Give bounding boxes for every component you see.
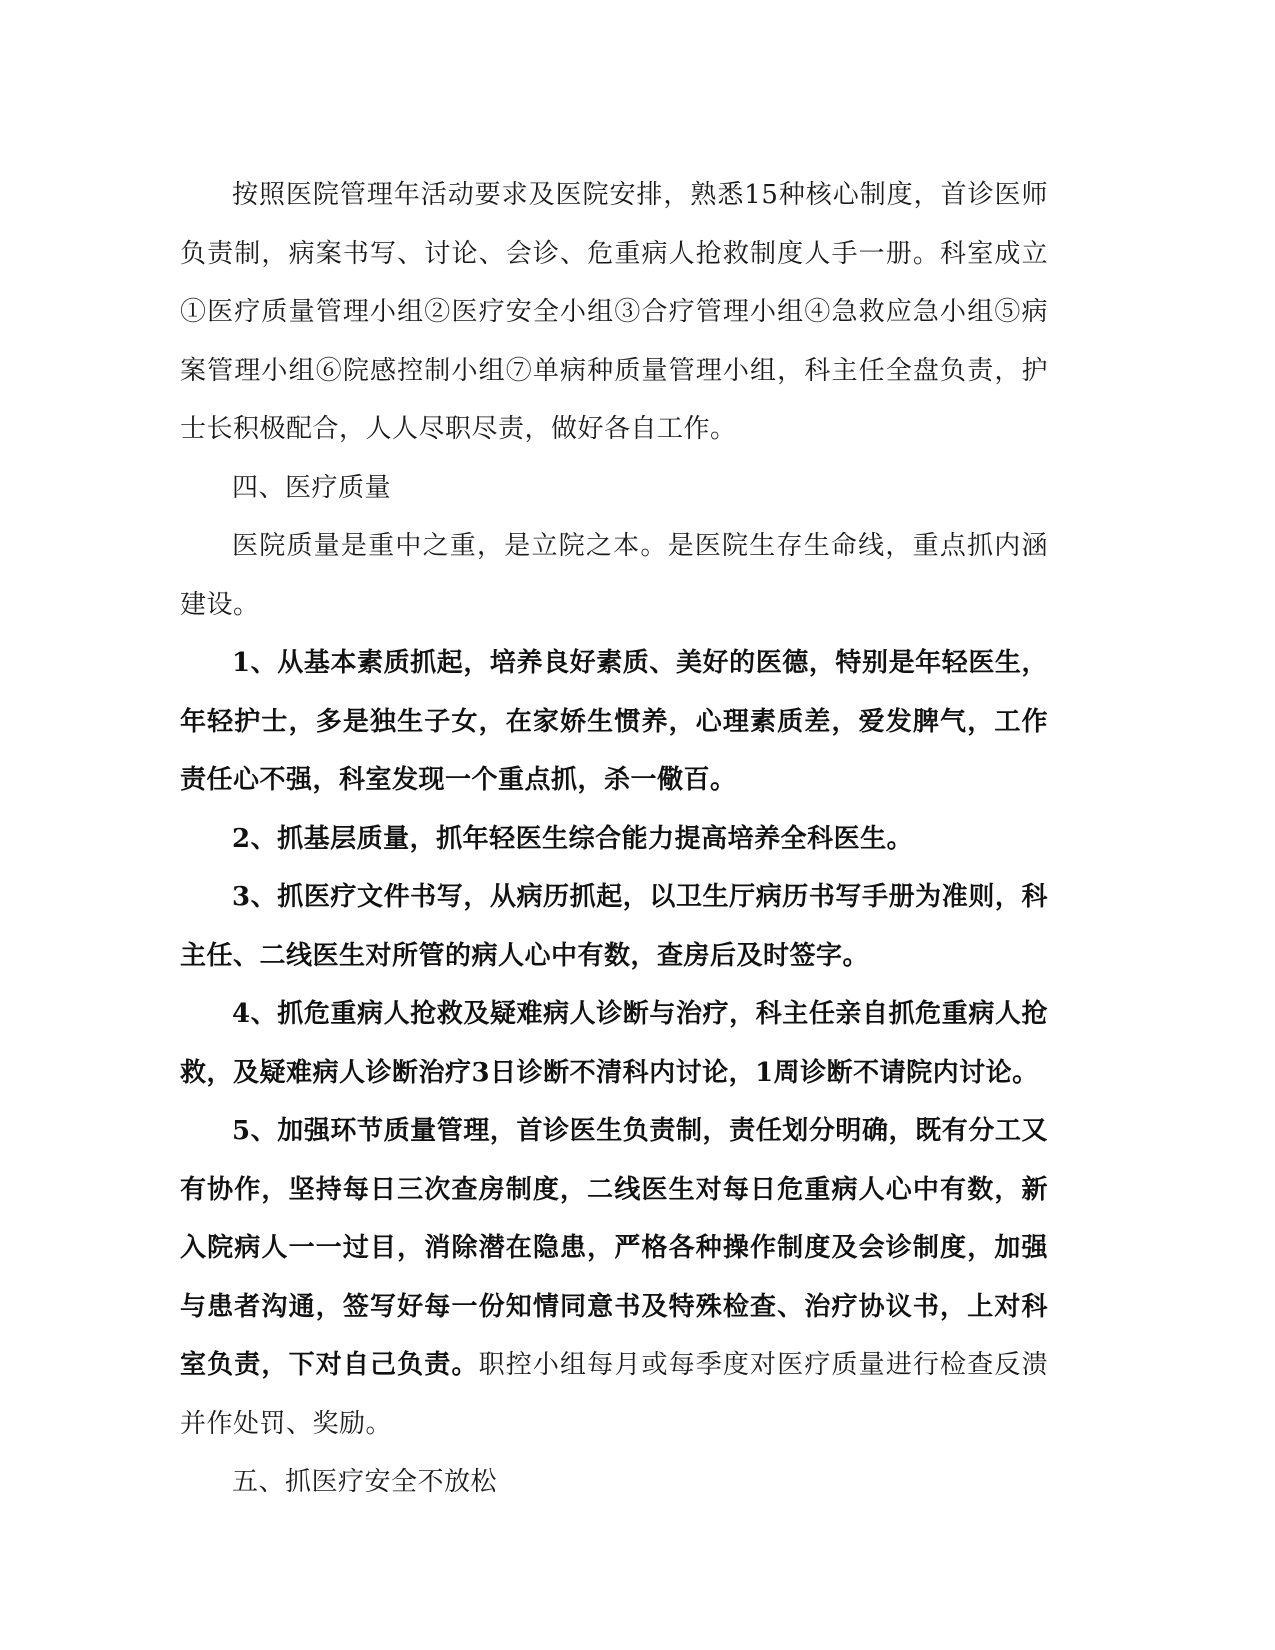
- list-item-grassroots-quality: 2、抓基层质量，抓年轻医生综合能力提高培养全科医生。: [232, 823, 914, 854]
- section-heading-medical-quality: 四、医疗质量: [232, 472, 392, 503]
- list-item-medical-records: 3、抓医疗文件书写，从病历抓起，以卫生厅病历书写手册为准则，科主任、二线医生对所管的病人心中有数，查房后及时签字。: [180, 882, 1048, 971]
- process-quality-normal-text: 职控小组每月或每季度对医疗质量进行检查反溃并作处罚、奖励。: [180, 1350, 1048, 1439]
- list-item-critical-patients: 4、抓危重病人抢救及疑难病人诊断与治疗，科主任亲自抓危重病人抢救，及疑难病人诊断治疗3日诊断不清科内讨论，1周诊断不请院内讨论。: [180, 999, 1048, 1088]
- document-body: [180, 166, 1048, 1512]
- list-item-process-quality: [180, 1102, 1048, 1453]
- list-item-basic-quality: 1、从基本素质抓起，培养良好素质、美好的医德，特别是年轻医生，年轻护士，多是独生子女，在家娇生惯养，心理素质差，爱发脾气，工作责任心不强，科室发现一个重点抓，杀一儆百。: [180, 648, 1048, 795]
- process-quality-bold-text: 5、加强环节质量管理，首诊医生负责制，责任划分明确，既有分工又有协作，坚持每日三次查房制度，二线医生对每日危重病人心中有数，新入院病人一一过目，消除潜在隐患，严格各种操作制度及会诊制度，加强与患者沟通，签写好每一份知情同意书及特殊检查、治疗协议书，上对科室负责，下对自己负责。: [180, 1116, 1048, 1380]
- paragraph-core-systems: 按照医院管理年活动要求及医院安排，熟悉15种核心制度，首诊医师负责制，病案书写、讨论、会诊、危重病人抢救制度人手一册。科室成立①医疗质量管理小组②医疗安全小组③合疗管理小组④急救应急小组⑤病案管理小组⑥院感控制小组⑦单病种质量管理小组，科主任全盘负责，护士长积极配合，人人尽职尽责，做好各自工作。: [180, 180, 1048, 444]
- paragraph-quality-intro: 医院质量是重中之重，是立院之本。是医院生存生命线，重点抓内涵建设。: [180, 531, 1048, 620]
- section-heading-medical-safety: 五、抓医疗安全不放松: [232, 1467, 498, 1497]
